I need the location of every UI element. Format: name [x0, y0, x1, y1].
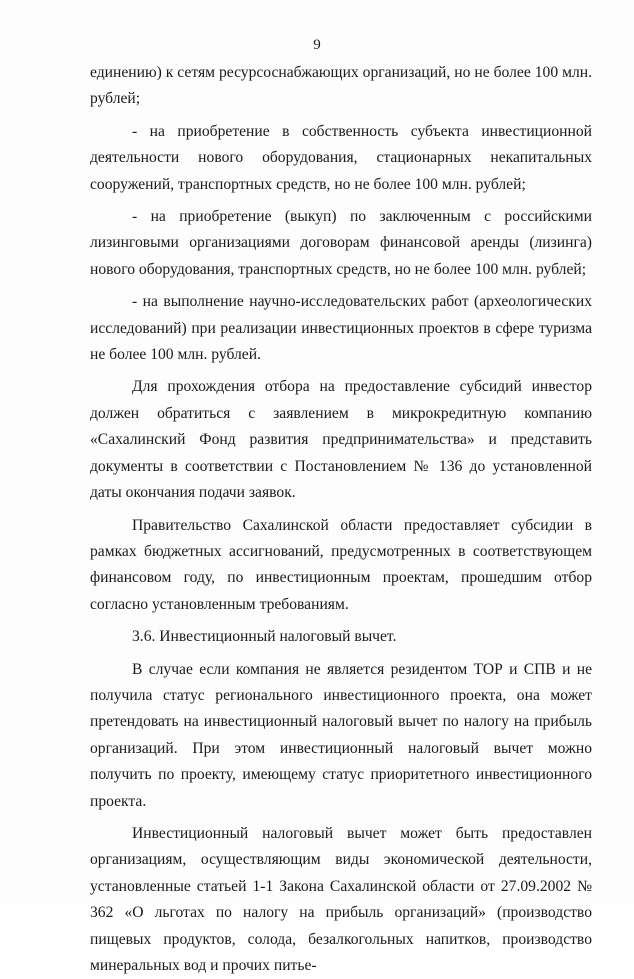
paragraph: единению) к сетям ресурсоснабжающих организаций, но не более 100 млн. рублей;	[90, 64, 592, 108]
paragraph: - на выполнение научно-исследовательских работ (археологических исследований) при реализации инвестиционных проектов в сфере туризма не более 100 млн. рублей.	[90, 293, 592, 364]
page-number: 9	[313, 37, 321, 53]
paragraph: - на приобретение (выкуп) по заключенным с российскими лизинговыми организациями договорам финансовой аренды (лизинга) нового оборудования, транспортных средств, но не более 100 млн. рублей;	[90, 208, 592, 278]
section-heading: 3.6. Инвестиционный налоговый вычет.	[132, 628, 397, 646]
paragraph: Для прохождения отбора на предоставление субсидий инвестор должен обратиться с заявлением в микрокредитную компанию «Сахалинский Фонд развития предпринимательства» и представить документы в соответствии с Постановлением № 136 до установленной даты окончания подачи заявок.	[90, 378, 592, 502]
paragraph: Правительство Сахалинской области предоставляет субсидии в рамках бюджетных ассигнований, предусмотренных в соответствующем финансовом году, по инвестиционным проектам, прошедшим отбор согласно установленным требованиям.	[90, 516, 592, 613]
paragraph: В случае если компания не является резидентом ТОР и СПВ и не получила статус регионального инвестиционного проекта, она может претендовать на инвестиционный налоговый вычет по налогу на прибыль организаций. При этом инвестиционный налоговый вычет можно получить по проекту, имеющему статус приоритетного инвестиционного проекта.	[90, 660, 592, 810]
document-body	[90, 60, 592, 979]
paragraph: - на приобретение в собственность субъекта инвестиционной деятельности нового оборудования, стационарных некапитальных сооружений, транспортных средств, но не более 100 млн. рублей;	[90, 122, 592, 193]
paragraph: Инвестиционный налоговый вычет может быть предоставлен организациям, осуществляющим виды экономической деятельности, установленные статьей 1-1 Закона Сахалинской области от 27.09.2002 № 362 «О льготах по налогу на прибыль организаций» (производство пищевых продуктов, солода, безалкогольных напитков, производство минеральных вод и прочих питье-	[90, 824, 592, 974]
